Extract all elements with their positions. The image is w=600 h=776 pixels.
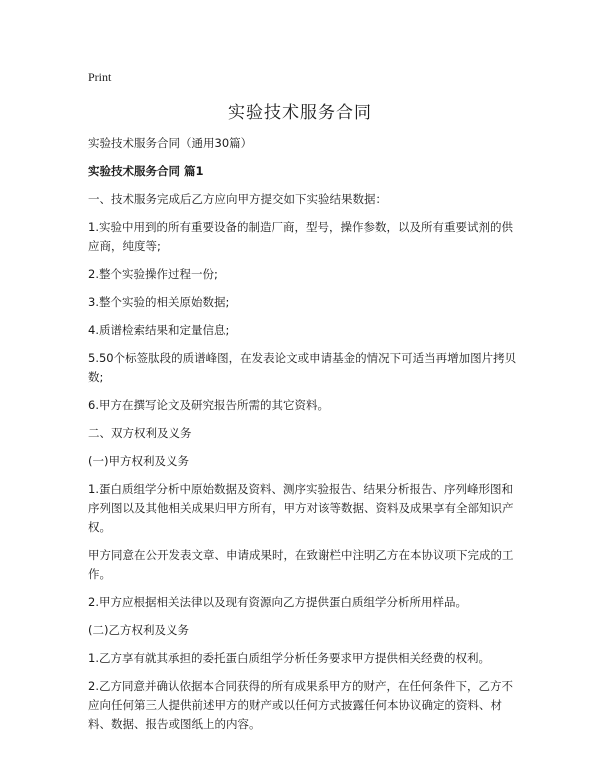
paragraph: 1.蛋白质组学分析中原始数据及资料、测序实验报告、结果分析报告、序列峰形图和序列图以及其他相关成果归甲方所有，甲方对该等数据、资料及成果享有全部知识产权。 [88,482,514,534]
paragraph: 1.实验中用到的所有重要设备的制造厂商，型号，操作参数，以及所有重要试剂的供应商，纯度等; [88,220,513,253]
document-body [88,134,520,743]
document-subtitle: 实验技术服务合同（通用30篇） [88,136,253,150]
paragraph: 5.50个标签肽段的质谱峰图，在发表论文或申请基金的情况下可适当再增加图片拷贝数; [88,351,517,384]
paragraph: 甲方同意在公开发表文章、申请成果时，在致谢栏中注明乙方在本协议项下完成的工作。 [88,548,514,581]
paragraph: 6.甲方在撰写论文及研究报告所需的其它资料。 [88,398,329,412]
paragraph: (一)甲方权利及义务 [88,454,189,468]
print-link[interactable]: Print [88,70,112,84]
page-title: 实验技术服务合同 [228,103,372,123]
paragraph: 一、技术服务完成后乙方应向甲方提交如下实验结果数据： [88,192,387,206]
paragraph: 3.整个实验的相关原始数据; [88,295,230,309]
paragraph: 2.乙方同意并确认依据本合同获得的所有成果系甲方的财产，在任何条件下，乙方不应向任何第三人提供前述甲方的财产或以任何方式披露任何本协议确定的资料、材料、数据、报告或图纸上的内容。 [88,679,513,731]
paragraph: (二)乙方权利及义务 [88,623,189,637]
section-heading: 实验技术服务合同 篇1 [88,164,204,178]
paragraph: 二、双方权利及义务 [88,426,192,440]
paragraph: 1.乙方享有就其承担的委托蛋白质组学分析任务要求甲方提供相关经费的权利。 [88,651,490,665]
paragraph: 2.整个实验操作过程一份; [88,267,218,281]
paragraph: 4.质谱检索结果和定量信息; [88,323,230,337]
paragraph: 2.甲方应根据相关法律以及现有资源向乙方提供蛋白质组学分析所用样品。 [88,595,467,609]
